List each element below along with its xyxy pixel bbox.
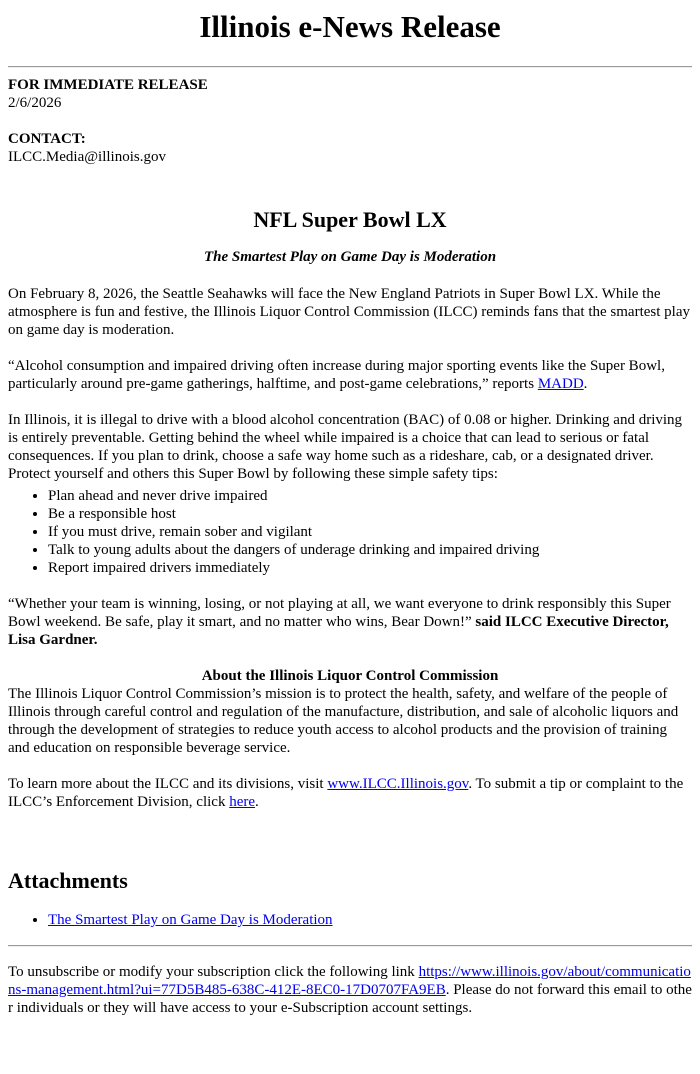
page-title: Illinois e-News Release [199,9,501,44]
subscription-management-link[interactable]: https://www.illinois.gov/about/communications-management.html?ui=77D5B485-638C-412E-8EC0-17D0707FA9EB [8,964,691,998]
footer-divider [8,945,692,947]
safety-tips-list [8,487,692,577]
attachments-list [8,911,692,929]
footer-text: To unsubscribe or modify your subscription click the following link [8,964,419,980]
email-body [0,8,700,1017]
paragraph-intro: On February 8, 2026, the Seattle Seahawks will face the New England Patriots in Super Bowl LX. While the atmosphere is fun and festive, the Illinois Liquor Control Commission (ILCC) reminds fans that the smartest play on game day is moderation. [8,286,690,338]
list-item: • Report impaired drivers immediately [48,559,692,577]
madd-link[interactable]: MADD [537,376,584,392]
release-label: FOR IMMEDIATE RELEASE [8,77,208,93]
footer-text-2: . Please do not forward this email to other individuals or they will have access to your e-Subscription account settings. [8,982,692,1016]
footer-unsubscribe [8,963,692,1017]
about-heading: About the Illinois Liquor Control Commission [201,668,499,684]
article-headline: NFL Super Bowl LX [253,207,447,232]
contact-label: CONTACT: [8,131,86,147]
paragraph-madd-quote [8,357,692,393]
attachment-link[interactable]: The Smartest Play on Game Day is Moderation [48,912,333,928]
release-date: 2/6/2026 [8,95,62,111]
learn-more-text: To learn more about the ILCC and its divisions, visit [8,776,328,792]
list-item: • Talk to young adults about the dangers of underage drinking and impaired driving [48,541,692,559]
list-item [48,911,692,929]
director-quote-attribution: said ILCC Executive Director, Lisa Gardner. [8,614,669,648]
ilcc-website-link[interactable]: www.ILCC.Illinois.gov [327,776,469,792]
article-subheadline: The Smartest Play on Game Day is Moderation [203,249,497,265]
contact-email: ILCC.Media@illinois.gov [8,149,166,165]
attachments-heading: Attachments [8,868,128,893]
madd-quote-text: “Alcohol consumption and impaired driving often increase during major sporting events like the Super Bowl, particularly around pre-game gatherings, halftime, and post-game celebrations,” reports [8,358,665,392]
learn-more-end: . [255,794,259,810]
about-text: The Illinois Liquor Control Commission’s mission is to protect the health, safety, and welfare of the people of Illinois through careful control and regulation of the manufacture, distribution, and sale of alcoholic liquors and through the development of strategies to reduce youth access to alcohol products and the provision of training and education on responsible beverage service. [8,686,679,756]
madd-quote-end: . [583,376,588,392]
paragraph-bac-law: In Illinois, it is illegal to drive with a blood alcohol concentration (BAC) of 0.08 or higher. Drinking and driving is entirely preventable. Getting behind the wheel while impaired is a choice that can lead to serious or fatal consequences. If you plan to drink, choose a safe way home such as a rideshare, cab, or a designated driver. Protect yourself and others this Super Bowl by following these simple safety tips: [8,412,683,482]
list-item: • Plan ahead and never drive impaired [48,487,692,505]
list-item: • Be a responsible host [48,505,692,523]
enforcement-tip-link[interactable]: here [229,794,256,810]
header-divider [8,66,692,68]
paragraph-learn-more [8,775,692,811]
paragraph-director-quote [8,595,692,649]
list-item: • If you must drive, remain sober and vigilant [48,523,692,541]
director-quote-text: “Whether your team is winning, losing, or not playing at all, we want everyone to drink responsibly this Super Bowl weekend. Be safe, play it smart, and no matter who wins, Bear Down!” [8,596,671,630]
learn-more-text-2: . To submit a tip or complaint to the ILCC’s Enforcement Division, click [8,776,684,810]
